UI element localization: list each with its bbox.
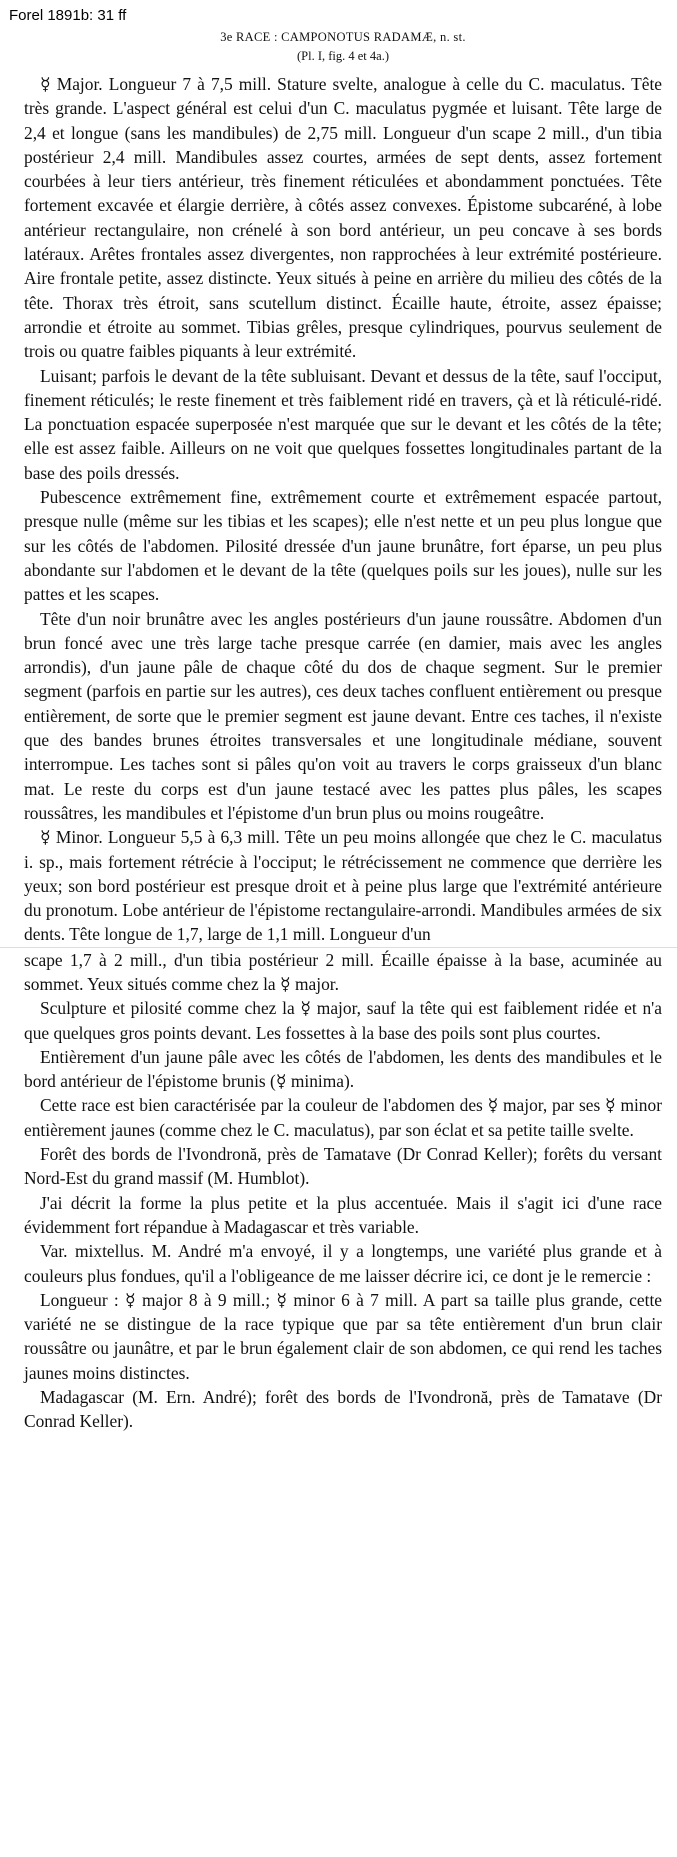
paragraph-pubescence: Pubescence extrêmement fine, extrêmement courte et extrêmement espacée partout, presque nulle (même sur les tibias et les scapes); elle n'est nette et un peu plus longue que sur les côtés de l'abdomen. Pilosité dressée d'un jaune brunâtre, fort éparse, un peu plus abondante sur l'abdomen et le devant de la tête (quelques poils sur les joues), nulle sur les pattes et les scapes.	[24, 487, 662, 605]
paragraph-sculpture: Luisant; parfois le devant de la tête subluisant. Devant et dessus de la tête, sauf l'occiput, finement réticulés; le reste finement et très faiblement ridé en travers, çà et là réticulé-ridé. La ponctuation espacée superposée n'est marquée que sur le devant et les côtés de la tête; elle est assez faible. Ailleurs on ne voit que quelques fossettes longitudinales partant de la base des poils dressés.	[24, 365, 662, 483]
paragraph-race-characters: Cette race est bien caractérisée par la couleur de l'abdomen des ☿ major, par ses ☿ minor entièrement jaunes (comme chez le C. maculatus), par son éclat et sa petite taille svelte.	[24, 1095, 662, 1140]
paragraph-coloration: Tête d'un noir brunâtre avec les angles postérieurs d'un jaune roussâtre. Abdomen d'un brun foncé avec une très large tache presque carrée (en damier, mais avec les angles arrondis), d'un jaune pâle de chaque côté du dos de chaque segment. Sur le premier segment (parfois en partie sur les autres), ces deux taches confluent entièrement ou presque entièrement, de sorte que le premier segment est jaune devant. Entre ces taches, il n'existe que des bandes brunes étroites transversales et une longitudinale médiane, souvent interrompue. Les taches sont si pâles qu'on voit au travers le corps graisseux d'un blanc mat. Le reste du corps est d'un jaune testacé avec les pattes plus pâles, les scapes roussâtres, les mandibules et l'épistome d'un brun plus ou moins rougeâtre.	[24, 608, 662, 823]
document-page	[24, 28, 662, 1434]
paragraph-var-locality: Madagascar (M. Ern. André); forêt des bords de l'Ivondronă, près de Tamatave (Dr Conrad Keller).	[24, 1387, 662, 1432]
paragraph-locality: Forêt des bords de l'Ivondronă, près de Tamatave (Dr Conrad Keller); forêts du versant Nord-Est du grand massif (M. Humblot).	[24, 1144, 662, 1189]
plate-reference: (Pl. I, fig. 4 et 4a.)	[297, 49, 389, 63]
paragraph-var-mixtellus: Var. mixtellus. M. André m'a envoyé, il y a longtemps, une variété plus grande et à couleurs plus fondues, qu'il a l'obligeance de me laisser décrire ici, ce dont je le remercie :	[24, 1241, 662, 1286]
paragraph-minor-sculpture: Sculpture et pilosité comme chez la ☿ major, sauf la tête qui est faiblement ridée et n'a que quelques gros points devant. Les fossettes à la base des poils sont plus courtes.	[24, 998, 662, 1043]
paragraph-minor-color: Entièrement d'un jaune pâle avec les côtés de l'abdomen, les dents des mandibules et le bord antérieur de l'épistome brunis (☿ minima).	[24, 1046, 662, 1092]
paragraph-minor-continued: scape 1,7 à 2 mill., d'un tibia postérieur 2 mill. Écaille épaisse à la base, acuminée au sommet. Yeux situés comme chez la ☿ major.	[24, 949, 662, 994]
source-label: Forel 1891b: 31 ff	[9, 7, 127, 24]
paragraph-var-measurements: Longueur : ☿ major 8 à 9 mill.; ☿ minor 6 à 7 mill. A part sa taille plus grande, cette variété ne se distingue de la race typique que par sa tête entièrement d'un brun clair roussâtre ou jaunâtre, et par le brun également clair de son abdomen, ce qui rend les taches jaunes moins distinctes.	[24, 1289, 662, 1383]
paragraph-remark: J'ai décrit la forme la plus petite et la plus accentuée. Mais il s'agit ici d'une race évidemment fort répandue à Madagascar et très variable.	[24, 1192, 662, 1237]
paragraph-major-description: ☿ Major. Longueur 7 à 7,5 mill. Stature svelte, analogue à celle du C. maculatus. Tête très grande. L'aspect général est celui d'un C. maculatus pygmée et luisant. Tête large de 2,4 et longue (sans les mandibules) de 2,75 mill. Longueur d'un scape 2 mill., d'un tibia postérieur 2,4 mill. Mandibules assez courtes, armées de sept dents, assez fortement courbées à leur tiers antérieur, très finement réticulées et abondamment ponctuées. Tête fortement excavée et élargie derrière, à côtés assez convexes. Épistome subcaréné, à lobe antérieur rectangulaire, non crénelé à son bord antérieur, un peu concave à ses bords latéraux. Arêtes frontales assez divergentes, non rapprochées à leur extrémité postérieure. Aire frontale petite, assez distincte. Yeux situés à peine en arrière du milieu des côtés de la tête. Thorax très étroit, sans scutellum distinct. Écaille haute, étroite, assez épaisse; arrondie et étroite au sommet. Tibias grêles, presque cylindriques, pourvus seulement de trois ou quatre faibles piquants à leur extrémité.	[24, 74, 662, 362]
race-heading: 3e RACE : CAMPONOTUS RADAMÆ, n. st.	[220, 30, 466, 44]
paragraph-minor-description: ☿ Minor. Longueur 5,5 à 6,3 mill. Tête un peu moins allongée que chez le C. maculatus i. sp., mais fortement rétrécie à l'occiput; le rétrécissement ne commence que derrière les yeux; son bord postérieur est presque droit et à peine plus large que l'extrémité antérieure du pronotum. Lobe antérieur de l'épistome rectangulaire-arrondi. Mandibules armées de six dents. Tête longue de 1,7, large de 1,1 mill. Longueur d'un	[24, 827, 662, 945]
